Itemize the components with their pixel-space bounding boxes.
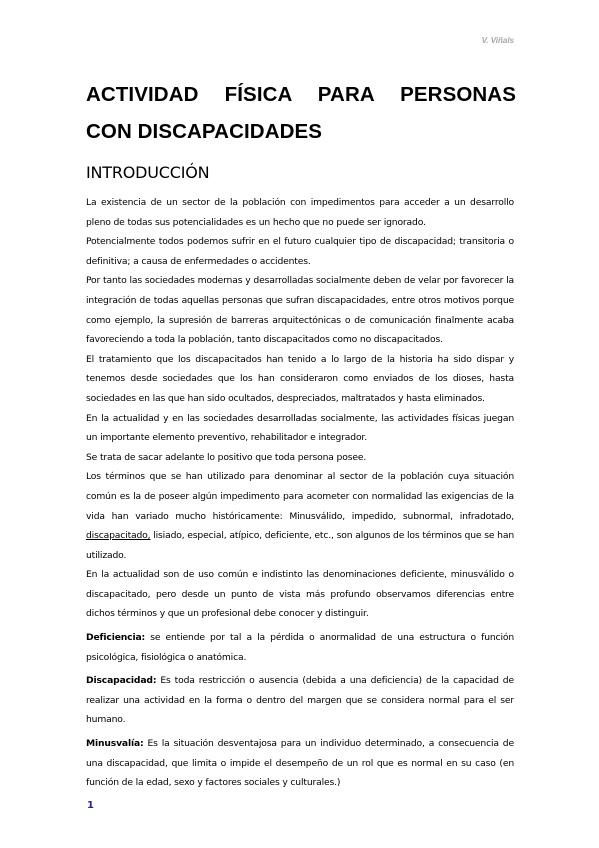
definition-text: Es la situación desventajosa para un individuo determinado, a consecuencia de una discapacidad, que limita o impide el desempeño de un rol que es normal en su caso (en función de la edad, sexo y factores sociales y culturales.) [86, 738, 514, 789]
paragraph: En la actualidad son de uso común e indistinto las denominaciones deficiente, minusválido o discapacitado, pero desde un punto de vista más profundo observamos diferencias entre dichos términos y que un profesional debe conocer y distinguir. [86, 569, 514, 620]
paragraph: En la actualidad y en las sociedades desarrolladas socialmente, las actividades físicas juegan un importante elemento preventivo, rehabilitador e integrador. [86, 412, 514, 444]
paragraph: Por tanto las sociedades modernas y desarrolladas socialmente deben de velar por favorecer la integración de todas aquellas personas que sufran discapacidades, entre otros motivos porque como ejemplo, la supresión de barreras arquitectónicas o de comunicación finalmente acaba favoreciendo a toda la población, tanto discapacitados como no discapacitados. [86, 275, 514, 346]
terms-text-after: lisiado, especial, atípico, deficiente, etc., son algunos de los términos que se han utilizado. [86, 530, 514, 561]
definition-term: Discapacidad: [86, 675, 157, 687]
paragraph: Potencialmente todos podemos sufrir en el futuro cualquier tipo de discapacidad; transitoria o definitiva; a causa de enfermedades o accidentes. [86, 236, 514, 267]
paragraph: El tratamiento que los discapacitados han tenido a lo largo de la historia ha sido dispar y tenemos desde sociedades que los han consideraron como enviados de los dioses, hasta sociedades en las que han sido ocultados, despreciados, maltratados y hasta eliminados. [86, 353, 514, 404]
underlined-term: discapacitado, [86, 530, 151, 542]
definition-deficiencia [86, 628, 514, 667]
definition-minusvalia [86, 734, 514, 793]
terms-text-before: Los términos que se han utilizado para denominar al sector de la población cuya situación común es la de poseer algún impedimento para acometer con normalidad las exigencias de la vida han variado mucho históricamente: Minusválido, impedido, subnormal, infradotado, [86, 471, 514, 522]
paragraph: La existencia de un sector de la población con impedimentos para acceder a un desarrollo pleno de todas sus potencialidades es un hecho que no puede ser ignorado. [86, 197, 514, 228]
definition-term: Minusvalía: [86, 738, 144, 750]
document-title [86, 76, 516, 150]
terms-paragraph [86, 467, 514, 565]
definition-text: Es toda restricción o ausencia (debida a una deficiencia) de la capacidad de realizar una actividad en la forma o dentro del margen que se considera normal para el ser humano. [86, 675, 514, 726]
page-number: 1 [87, 800, 94, 811]
paragraph: Se trata de sacar adelante lo positivo que toda persona posee. [86, 451, 367, 463]
author-header: V. Viñals [481, 36, 514, 45]
definition-discapacidad [86, 671, 514, 730]
body-text [86, 193, 514, 793]
title-line-2: CON DISCAPACIDADES [86, 120, 323, 143]
definition-text: se entiende por tal a la pérdida o anormalidad de una estructura o función psicológica, fisiológica o anatómica. [86, 632, 514, 663]
section-heading: INTRODUCCIÓN [86, 163, 210, 182]
title-line-1: ACTIVIDAD FÍSICA PARA PERSONAS [86, 83, 516, 106]
definition-term: Deficiencia: [86, 632, 146, 644]
